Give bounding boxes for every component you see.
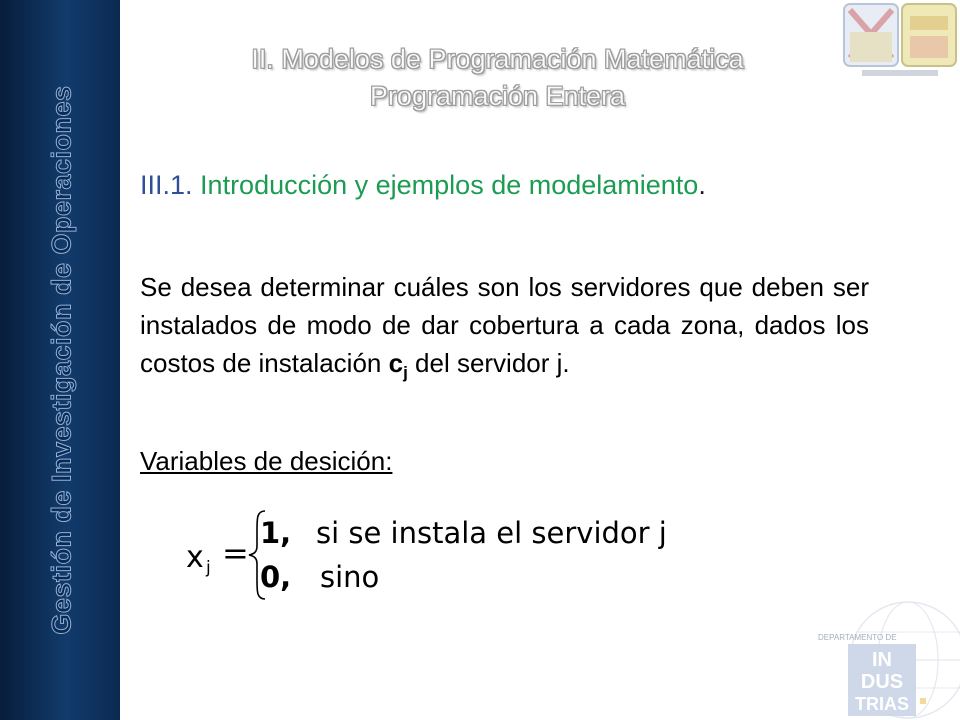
body-text-after: del servidor j. [407, 348, 570, 378]
section-number: III.1. [140, 170, 193, 200]
case1-value: 1, [260, 516, 292, 550]
header-subtitle: Programación Entera [369, 81, 626, 111]
industrias-letters-3: TRIAS [855, 694, 909, 714]
industrias-caption: DEPARTAMENTO DE [818, 633, 897, 642]
cost-subscript: j [403, 363, 408, 383]
section-title: Introducción y ejemplos de modelamiento [200, 170, 699, 200]
case1-text: si se instala el servidor j [316, 516, 667, 550]
formula-equals: = [222, 534, 249, 572]
cost-symbol: c [388, 348, 404, 378]
formula-variable: x [186, 540, 204, 575]
formula-variable-subscript: j [206, 558, 211, 578]
sidebar-title: Gestión de Investigación de Operaciones [46, 85, 77, 635]
industrias-letters-2: DUS [860, 671, 904, 693]
header-title: II. Modelos de Programación Matemática [251, 44, 744, 74]
body-paragraph [140, 268, 869, 392]
industrias-letters-1: IN [872, 649, 892, 671]
case2-value: 0, [260, 560, 292, 594]
formula [0, 500, 960, 610]
decision-variables-label: Variables de desición: [140, 446, 393, 476]
section-title-period: . [698, 170, 706, 200]
body-text-before: Se desea determinar cuáles son los servidores que deben ser instalados de modo de dar cobertura a cada zona, dados los costos de instalación [140, 272, 869, 378]
industrias-logo [808, 600, 960, 720]
case2-text: sino [320, 560, 380, 594]
university-logo [842, 2, 958, 80]
section-heading [140, 170, 706, 201]
